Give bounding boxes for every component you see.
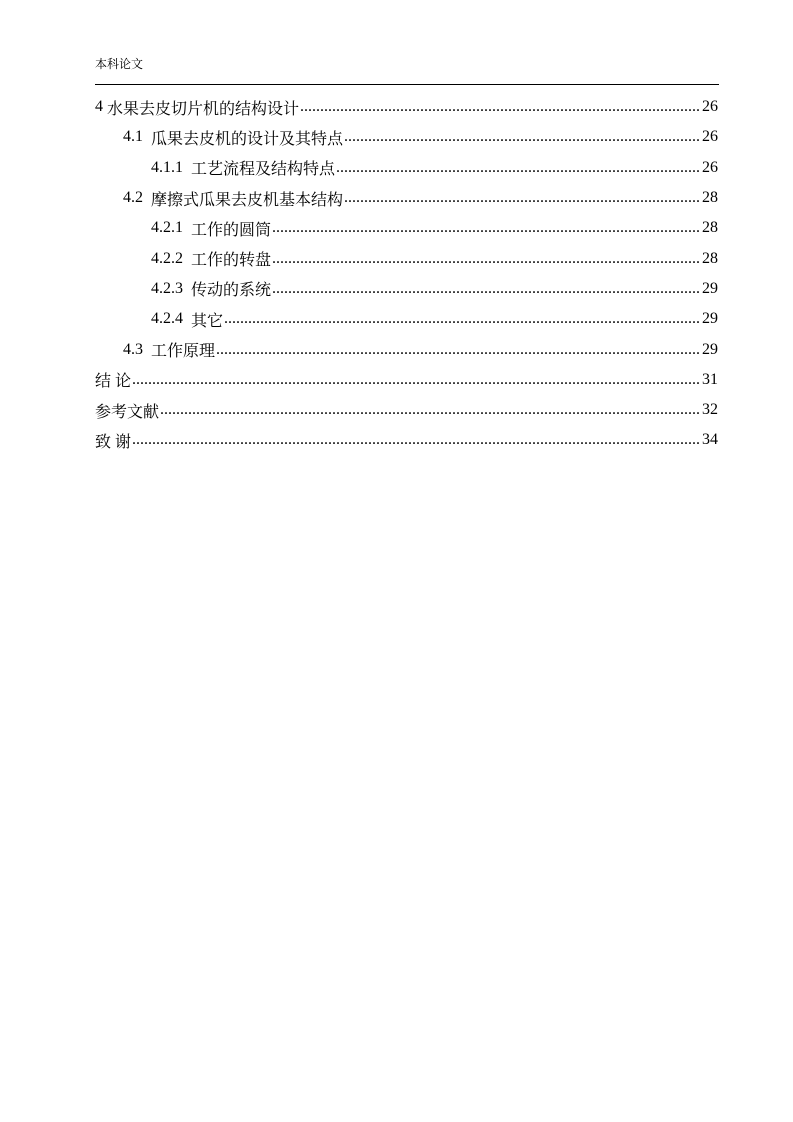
- toc-entry-title: 工艺流程及结构特点: [191, 161, 336, 179]
- toc-leader-dots: [160, 401, 701, 419]
- toc-entry-title: 其它: [191, 312, 224, 330]
- toc-entry-page: 34: [702, 431, 718, 449]
- toc-leader-dots: [216, 341, 701, 359]
- toc-entry-title: 传动的系统: [191, 282, 272, 300]
- toc-entry-page: 29: [702, 340, 718, 358]
- toc-entry-4-1-1[interactable]: [95, 153, 718, 183]
- toc-entry-number: 4.2.3: [151, 279, 183, 297]
- page-header: 本科论文: [95, 57, 144, 71]
- toc-entry-number: 4.1: [123, 128, 143, 146]
- toc-entry-acknowledgements[interactable]: [95, 425, 718, 455]
- table-of-contents: [95, 92, 718, 456]
- toc-entry-number: 4.3: [123, 340, 143, 358]
- toc-entry-title: 参考文献: [95, 403, 160, 421]
- toc-entry-page: 31: [702, 370, 718, 388]
- header-rule: [95, 84, 719, 85]
- toc-entry-chapter-4[interactable]: [95, 92, 718, 122]
- toc-entry-page: 28: [702, 189, 718, 207]
- toc-entry-title: 工作的转盘: [191, 252, 272, 270]
- toc-leader-dots: [132, 431, 701, 449]
- toc-entry-4-2-1[interactable]: [95, 213, 718, 243]
- toc-entry-title: 工作原理: [151, 343, 216, 361]
- toc-entry-page: 26: [702, 158, 718, 176]
- toc-entry-page: 28: [702, 219, 718, 237]
- toc-entry-references[interactable]: [95, 395, 718, 425]
- toc-entry-4-2[interactable]: [95, 183, 718, 213]
- toc-leader-dots: [272, 219, 701, 237]
- toc-entry-number: 4.2.4: [151, 310, 183, 328]
- toc-entry-page: 28: [702, 249, 718, 267]
- toc-entry-page: 32: [702, 401, 718, 419]
- toc-entry-page: 26: [702, 98, 718, 116]
- toc-entry-4-2-4[interactable]: [95, 304, 718, 334]
- toc-entry-title: 结 论: [95, 373, 132, 391]
- toc-entry-number: 4.2: [123, 189, 143, 207]
- toc-entry-4-3[interactable]: [95, 334, 718, 364]
- toc-entry-number: 4.2.2: [151, 249, 183, 267]
- toc-leader-dots: [132, 371, 701, 389]
- toc-entry-title: 致 谢: [95, 433, 132, 451]
- toc-entry-number: 4.1.1: [151, 158, 183, 176]
- toc-entry-page: 29: [702, 310, 718, 328]
- toc-leader-dots: [300, 98, 701, 116]
- toc-entry-4-1[interactable]: [95, 122, 718, 152]
- toc-leader-dots: [224, 310, 701, 328]
- toc-leader-dots: [272, 280, 701, 298]
- toc-entry-page: 26: [702, 128, 718, 146]
- toc-entry-conclusion[interactable]: [95, 365, 718, 395]
- toc-entry-4-2-3[interactable]: [95, 274, 718, 304]
- toc-entry-title: 工作的圆筒: [191, 221, 272, 239]
- toc-entry-4-2-2[interactable]: [95, 243, 718, 273]
- toc-entry-title: 摩擦式瓜果去皮机基本结构: [151, 191, 344, 209]
- toc-entry-number: 4: [95, 98, 103, 116]
- toc-leader-dots: [336, 159, 701, 177]
- toc-leader-dots: [344, 128, 701, 146]
- toc-leader-dots: [272, 250, 701, 268]
- toc-entry-title: 水果去皮切片机的结构设计: [107, 100, 300, 118]
- toc-leader-dots: [344, 189, 701, 207]
- toc-entry-number: 4.2.1: [151, 219, 183, 237]
- toc-entry-title: 瓜果去皮机的设计及其特点: [151, 130, 344, 148]
- toc-entry-page: 29: [702, 279, 718, 297]
